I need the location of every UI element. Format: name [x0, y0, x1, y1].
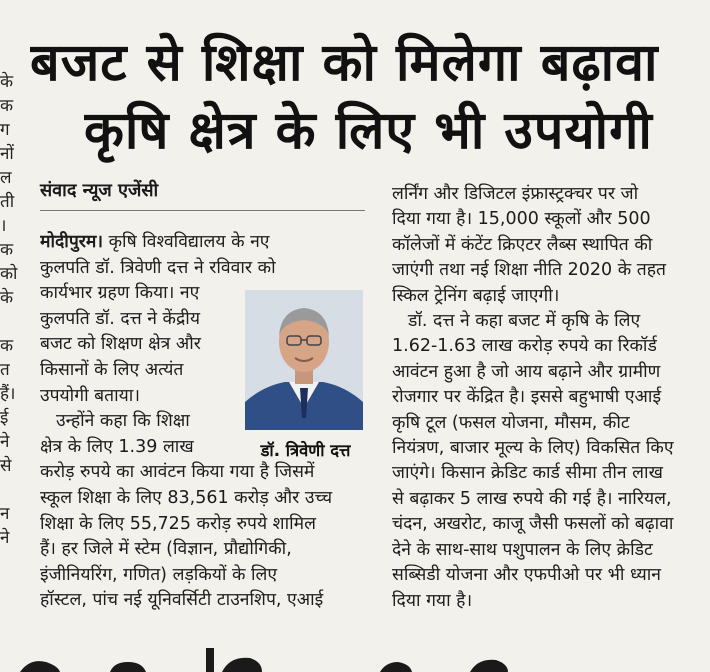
- edge-line: ल: [0, 168, 12, 188]
- article-line: कुलपति डॉ. त्रिवेणी दत्त ने रविवार को: [40, 257, 276, 278]
- edge-line: ।: [0, 216, 7, 236]
- edge-line: ग: [0, 120, 10, 140]
- edge-line: [0, 478, 22, 502]
- article-line: स्किल ट्रेनिंग बढ़ाई जाएगी।: [392, 285, 560, 306]
- article-line: कार्यभार ग्रहण किया। नए: [40, 283, 200, 304]
- headline-line-2: कृषि क्षेत्र के लिए भी उपयोगी: [84, 101, 653, 161]
- article-line: आवंटन हुआ है जो आय बढ़ाने और ग्रामीण: [392, 361, 661, 382]
- article-line: लर्निंग और डिजिटल इंफ्रास्ट्रक्चर पर जो: [392, 184, 639, 204]
- article-line: रोजगार पर केंद्रित है। इससे बहुभाषी एआई: [392, 387, 662, 408]
- article-line: करोड़ रुपये का आवंटन किया गया है जिसमें: [40, 462, 315, 483]
- edge-line: के: [0, 72, 14, 92]
- portrait-photo: [245, 290, 363, 430]
- edge-line: हैं।: [0, 384, 16, 404]
- article-line: कुलपति डॉ. दत्त ने केंद्रीय: [40, 308, 200, 329]
- article-line: चंदन, अखरोट, काजू जैसी फसलों को बढ़ावा: [392, 514, 674, 535]
- article-line: किसानों के लिए अत्यंत: [40, 359, 184, 380]
- article-line-text: कृषि विश्वविद्यालय के नए: [103, 232, 270, 252]
- edge-line: ई: [0, 408, 9, 428]
- edge-line: क: [0, 96, 14, 116]
- article-line: जाएंगी तथा नई शिक्षा नीति 2020 के तहत: [392, 260, 666, 281]
- article-line: शिक्षा के लिए 55,725 करोड़ रुपये शामिल: [40, 513, 316, 534]
- article-line: दिया गया है।: [392, 590, 473, 611]
- article-line: [40, 230, 370, 256]
- edge-line: से: [0, 456, 12, 476]
- portrait-illustration: [245, 290, 363, 430]
- edge-line: क: [0, 240, 14, 260]
- article-line: डॉ. दत्त ने कहा बजट में कृषि के लिए: [408, 311, 641, 332]
- byline: संवाद न्यूज एजेंसी: [40, 180, 159, 201]
- article-line: से बढ़ाकर 5 लाख रुपये की गई है। नारियल,: [392, 488, 672, 509]
- article-line: इंजीनियरिंग, गणित) लड़कियों के लिए: [40, 564, 278, 585]
- edge-line: [0, 310, 22, 334]
- edge-line: ती: [0, 192, 15, 212]
- article-line: उपयोगी बताया।: [40, 385, 140, 406]
- article-line: हैं। हर जिले में स्टेम (विज्ञान, प्रौद्योगिकी,: [40, 539, 292, 560]
- edge-line: के: [0, 288, 14, 308]
- article-line: उन्होंने कहा कि शिक्षा: [56, 411, 190, 432]
- edge-line: ने: [0, 432, 10, 452]
- adjacent-column-fragment: [0, 70, 22, 550]
- article-line: देने के साथ-साथ पशुपालन के लिए क्रेडिट: [392, 539, 653, 560]
- edge-line: क: [0, 336, 14, 356]
- headline-line-1: बजट से शिक्षा को मिलेगा बढ़ावा: [30, 33, 659, 93]
- article-line: नियंत्रण, बाजार मूल्य के लिए) विकसित किए: [392, 438, 674, 459]
- article-line: जाएंगे। किसान क्रेडिट कार्ड सीमा तीन लाख: [392, 463, 663, 484]
- article-line: कॉलेजों में कंटेंट क्रिएटर लैब्स स्थापित की: [392, 234, 653, 255]
- edge-line: ने: [0, 528, 10, 548]
- article-line: हॉस्टल, पांच नई यूनिवर्सिटी टाउनशिप, एआई: [40, 590, 324, 611]
- byline-divider: [40, 210, 365, 211]
- article-line: क्षेत्र के लिए 1.39 लाख: [40, 436, 194, 457]
- article-column-right: [392, 182, 710, 614]
- article-line: बजट को शिक्षण क्षेत्र और: [40, 334, 201, 355]
- article-line: 1.62-1.63 लाख करोड़ रुपये का रिकॉर्ड: [392, 336, 657, 357]
- dateline: मोदीपुरम।: [40, 232, 104, 252]
- edge-line: को: [0, 264, 18, 284]
- edge-line: त: [0, 360, 10, 380]
- article-line: दिया गया है। 15,000 स्कूलों और 500: [392, 209, 651, 230]
- article-line: कृषि टूल (फसल योजना, मौसम, कीट: [392, 412, 630, 433]
- photo-caption: डॉ. त्रिवेणी दत्त: [260, 441, 351, 460]
- article-line: सब्सिडी योजना और एफपीओ पर भी ध्यान: [392, 565, 661, 586]
- cropped-headline-shapes: [0, 628, 710, 672]
- edge-line: नों: [0, 144, 14, 164]
- next-headline-fragment: [0, 628, 710, 672]
- article-line: स्कूल शिक्षा के लिए 83,561 करोड़ और उच्च: [40, 487, 333, 508]
- edge-line: न: [0, 504, 10, 524]
